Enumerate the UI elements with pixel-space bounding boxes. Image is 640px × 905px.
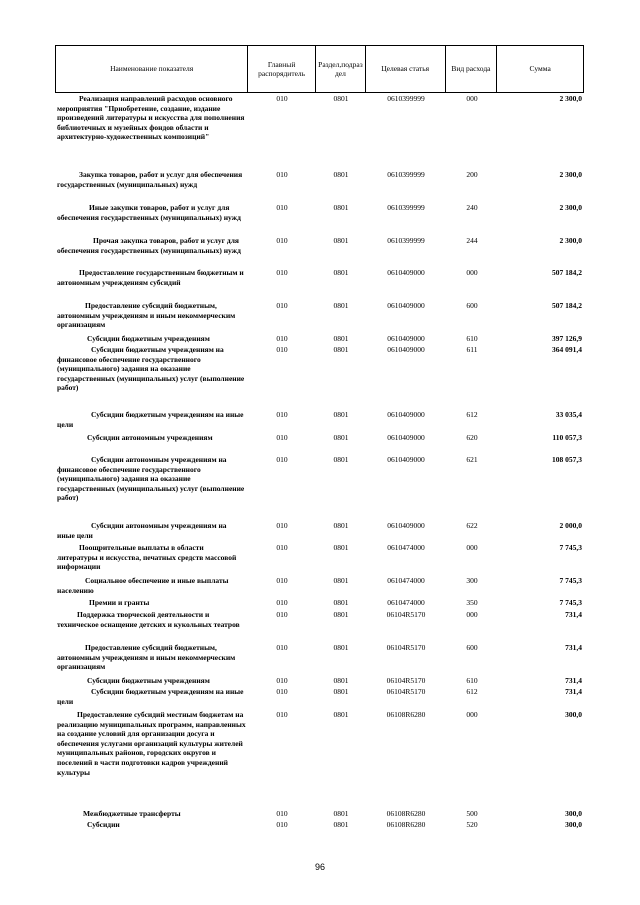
row-name: Субсидии бюджетным учреждениям на иные цели (57, 687, 244, 706)
row-expense-type: 610 (466, 334, 478, 343)
row-section: 0801 (333, 676, 349, 685)
row-main-manager: 010 (276, 455, 288, 464)
row-section: 0801 (333, 610, 349, 619)
row-target: 0610409000 (387, 455, 425, 464)
row-section: 0801 (333, 170, 349, 179)
row-section: 0801 (333, 521, 349, 530)
row-expense-type: 600 (466, 643, 478, 652)
row-main-manager: 010 (276, 433, 288, 442)
row-expense-type: 600 (466, 301, 478, 310)
row-section: 0801 (333, 301, 349, 310)
row-expense-type: 611 (466, 345, 478, 354)
row-name: Субсидии бюджетным учреждениям на финансовое обеспечение государственного (муниципального) задания на оказание государственных (муниципальных) услуг (выполнение работ) (57, 345, 245, 393)
row-target: 0610409000 (387, 334, 425, 343)
row-main-manager: 010 (276, 94, 288, 103)
row-name: Прочая закупка товаров, работ и услуг для обеспечения государственных (муниципальных) нужд (57, 236, 241, 255)
row-name: Социальное обеспечение и иные выплаты населению (57, 576, 229, 595)
header-main-manager: Главный распорядитель (248, 46, 316, 92)
header-section: Раздел,подраз дел (316, 46, 366, 92)
row-expense-type: 000 (466, 543, 478, 552)
row-expense-type: 500 (466, 809, 478, 818)
row-sum: 2 300,0 (559, 170, 582, 179)
row-target: 0610399999 (387, 170, 425, 179)
row-target: 06104R5170 (386, 610, 426, 619)
row-main-manager: 010 (276, 268, 288, 277)
row-sum: 2 300,0 (559, 94, 582, 103)
header-sum: Сумма (529, 64, 551, 74)
row-section: 0801 (333, 543, 349, 552)
row-sum: 7 745,3 (559, 598, 582, 607)
row-section: 0801 (333, 236, 349, 245)
row-main-manager: 010 (276, 809, 288, 818)
row-sum: 364 091,4 (552, 345, 582, 354)
row-name: Предоставление субсидий бюджетным, автономным учреждениям и иным некоммерческим организациям (57, 301, 236, 330)
row-section: 0801 (333, 410, 349, 419)
row-target: 0610399999 (387, 236, 425, 245)
row-name: Предоставление субсидий бюджетным, автономным учреждениям и иным некоммерческим организациям (57, 643, 236, 672)
row-target: 06104R5170 (386, 676, 426, 685)
row-name: Предоставление государственным бюджетным и автономным учреждениям субсидий (57, 268, 244, 287)
row-main-manager: 010 (276, 543, 288, 552)
row-expense-type: 350 (466, 598, 478, 607)
row-main-manager: 010 (276, 301, 288, 310)
row-name: Субсидии автономным учреждениям на финансовое обеспечение государственного (муниципального) задания на оказание государственных (муниципальных) услуг (выполнение работ) (57, 455, 245, 503)
row-sum: 110 057,3 (552, 433, 582, 442)
row-main-manager: 010 (276, 345, 288, 354)
row-section: 0801 (333, 203, 349, 212)
table-header (55, 45, 584, 93)
row-name: Иные закупки товаров, работ и услуг для обеспечения государственных (муниципальных) нужд (57, 203, 241, 222)
row-target: 06108R6280 (386, 809, 426, 818)
row-target: 06104R5170 (386, 687, 426, 696)
row-section: 0801 (333, 687, 349, 696)
row-main-manager: 010 (276, 710, 288, 719)
row-expense-type: 244 (466, 236, 478, 245)
row-expense-type: 240 (466, 203, 478, 212)
row-name: Субсидии автономным учреждениям (87, 433, 213, 442)
row-expense-type: 000 (466, 610, 478, 619)
row-section: 0801 (333, 710, 349, 719)
row-target: 06104R5170 (386, 643, 426, 652)
header-target: Целевая статья (366, 46, 446, 92)
row-name: Поощрительные выплаты в области литературы и искусства, печатных средств массовой информации (57, 543, 237, 572)
row-sum: 507 184,2 (552, 301, 582, 310)
row-target: 0610399999 (387, 94, 425, 103)
row-name: Закупка товаров, работ и услуг для обеспечения государственных (муниципальных) нужд (57, 170, 243, 189)
row-sum: 507 184,2 (552, 268, 582, 277)
row-expense-type: 000 (466, 94, 478, 103)
row-sum: 731,4 (565, 643, 582, 652)
row-sum: 300,0 (565, 710, 582, 719)
row-main-manager: 010 (276, 676, 288, 685)
row-sum: 397 126,9 (552, 334, 582, 343)
row-name: Субсидии автономным учреждениям на иные цели (57, 521, 227, 540)
row-main-manager: 010 (276, 170, 288, 179)
row-target: 0610409000 (387, 433, 425, 442)
row-expense-type: 520 (466, 820, 478, 829)
row-section: 0801 (333, 433, 349, 442)
row-name: Субсидии бюджетным учреждениям на иные цели (57, 410, 244, 429)
row-section: 0801 (333, 455, 349, 464)
header-name: Наименование показателя (56, 46, 248, 92)
row-expense-type: 621 (466, 455, 478, 464)
row-name: Предоставление субсидий местным бюджетам на реализацию муниципальных программ, направленных на создание условий для организации досуга и обеспечения услугами организаций культуры жителей муниципальных районов, городских округов и поселений в части подготовки кадров учреждений культуры (57, 710, 246, 777)
row-section: 0801 (333, 345, 349, 354)
row-main-manager: 010 (276, 203, 288, 212)
row-section: 0801 (333, 334, 349, 343)
row-name: Субсидии бюджетным учреждениям (87, 334, 210, 343)
row-main-manager: 010 (276, 521, 288, 530)
page-number: 96 (314, 862, 325, 872)
row-sum: 2 000,0 (559, 521, 582, 530)
row-main-manager: 010 (276, 410, 288, 419)
row-sum: 731,4 (565, 676, 582, 685)
row-sum: 33 035,4 (555, 410, 582, 419)
row-name: Субсидии (87, 820, 120, 829)
row-section: 0801 (333, 94, 349, 103)
row-target: 06108R6280 (386, 710, 426, 719)
row-expense-type: 612 (466, 687, 478, 696)
row-expense-type: 300 (466, 576, 478, 585)
row-sum: 2 300,0 (559, 236, 582, 245)
row-expense-type: 620 (466, 433, 478, 442)
row-sum: 7 745,3 (559, 543, 582, 552)
row-main-manager: 010 (276, 610, 288, 619)
row-name: Премии и гранты (89, 598, 150, 607)
row-expense-type: 000 (466, 268, 478, 277)
row-expense-type: 610 (466, 676, 478, 685)
row-target: 0610409000 (387, 410, 425, 419)
row-section: 0801 (333, 809, 349, 818)
row-main-manager: 010 (276, 576, 288, 585)
row-expense-type: 612 (466, 410, 478, 419)
row-sum: 7 745,3 (559, 576, 582, 585)
row-main-manager: 010 (276, 643, 288, 652)
row-main-manager: 010 (276, 236, 288, 245)
row-name: Межбюджетные трансферты (83, 809, 181, 818)
row-target: 06108R6280 (386, 820, 426, 829)
row-section: 0801 (333, 576, 349, 585)
row-target: 0610409000 (387, 345, 425, 354)
row-target: 0610409000 (387, 521, 425, 530)
row-sum: 2 300,0 (559, 203, 582, 212)
row-sum: 300,0 (565, 820, 582, 829)
row-target: 0610474000 (387, 576, 425, 585)
row-target: 0610399999 (387, 203, 425, 212)
row-section: 0801 (333, 820, 349, 829)
row-section: 0801 (333, 268, 349, 277)
row-name: Реализация направлений расходов основного мероприятия "Приобретение, создание, издание произведений литературы и искусства для пополнения библиотечных и музейных фондов области и архитектурно-художественных композиций" (57, 94, 245, 142)
row-section: 0801 (333, 598, 349, 607)
header-expense-type: Вид расхода (446, 46, 498, 92)
row-sum: 300,0 (565, 809, 582, 818)
row-target: 0610409000 (387, 268, 425, 277)
row-name: Поддержка творческой деятельности и техническое оснащение детских и кукольных театров (57, 610, 240, 629)
row-target: 0610474000 (387, 543, 425, 552)
row-main-manager: 010 (276, 820, 288, 829)
row-target: 0610474000 (387, 598, 425, 607)
row-target: 0610409000 (387, 301, 425, 310)
row-section: 0801 (333, 643, 349, 652)
row-main-manager: 010 (276, 334, 288, 343)
row-sum: 731,4 (565, 610, 582, 619)
row-sum: 108 057,3 (552, 455, 582, 464)
row-expense-type: 000 (466, 710, 478, 719)
row-main-manager: 010 (276, 687, 288, 696)
row-main-manager: 010 (276, 598, 288, 607)
row-name: Субсидии бюджетным учреждениям (87, 676, 210, 685)
row-expense-type: 200 (466, 170, 478, 179)
row-expense-type: 622 (466, 521, 478, 530)
row-sum: 731,4 (565, 687, 582, 696)
